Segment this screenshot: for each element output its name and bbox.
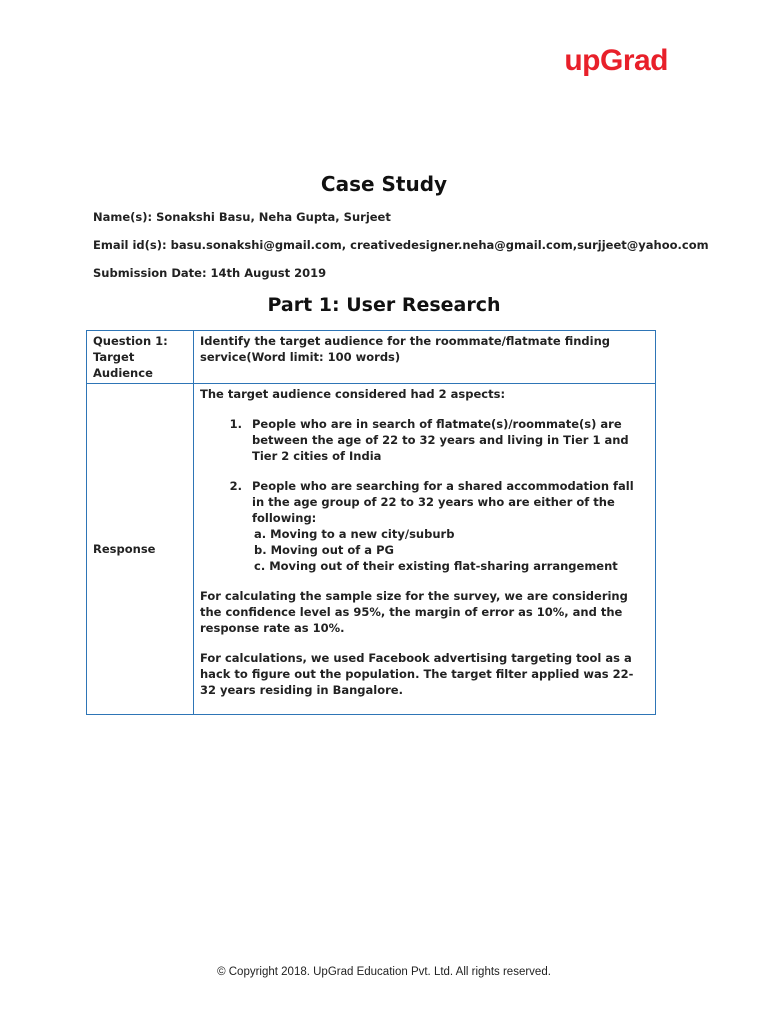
copyright-footer: © Copyright 2018. UpGrad Education Pvt. Ltd. All rights reserved.: [217, 966, 551, 978]
question-table: [86, 330, 656, 715]
emails-line: Email id(s): basu.sonakshi@gmail.com, creativedesigner.neha@gmail.com,surjjeet@yahoo.com: [93, 238, 709, 252]
sub-list: [252, 526, 649, 574]
aspect-item-2: [246, 478, 649, 574]
part-title: Part 1: User Research: [267, 294, 501, 316]
aspect-item-2-text: People who are searching for a shared accommodation fall in the age group of 22 to 32 years who are either of the following:: [252, 479, 634, 525]
names-line: Name(s): Sonakshi Basu, Neha Gupta, Surjeet: [93, 210, 391, 224]
response-row: [87, 384, 656, 715]
submission-date-line: Submission Date: 14th August 2019: [93, 266, 327, 280]
document-title: Case Study: [320, 172, 448, 196]
calculation-paragraph: For calculations, we used Facebook advertising targeting tool as a hack to figure out the population. The target filter applied was 22-32 years residing in Bangalore.: [200, 651, 634, 697]
response-label: Response: [87, 384, 194, 715]
response-intro: The target audience considered had 2 aspects:: [200, 387, 506, 401]
question-label: Question 1: Target Audience: [87, 331, 194, 384]
upgrad-logo: upGrad: [564, 44, 668, 77]
response-cell: [194, 384, 656, 715]
sub-item-b: b. Moving out of a PG: [254, 543, 394, 557]
sample-size-paragraph: For calculating the sample size for the survey, we are considering the confidence level as 95%, the margin of error as 10%, and the response rate as 10%.: [200, 589, 628, 635]
sub-item-a: a. Moving to a new city/suburb: [254, 527, 455, 541]
sub-item-c: c. Moving out of their existing flat-sharing arrangement: [254, 559, 618, 573]
question-text: Identify the target audience for the roommate/flatmate finding service(Word limit: 100 words): [194, 331, 656, 384]
aspect-item-1: 1. People who are in search of flatmate(s)/roommate(s) are between the age of 22 to 32 years and living in Tier 1 and Tier 2 cities of India: [246, 416, 649, 464]
aspect-list: [200, 416, 649, 574]
question-row: [87, 331, 656, 384]
